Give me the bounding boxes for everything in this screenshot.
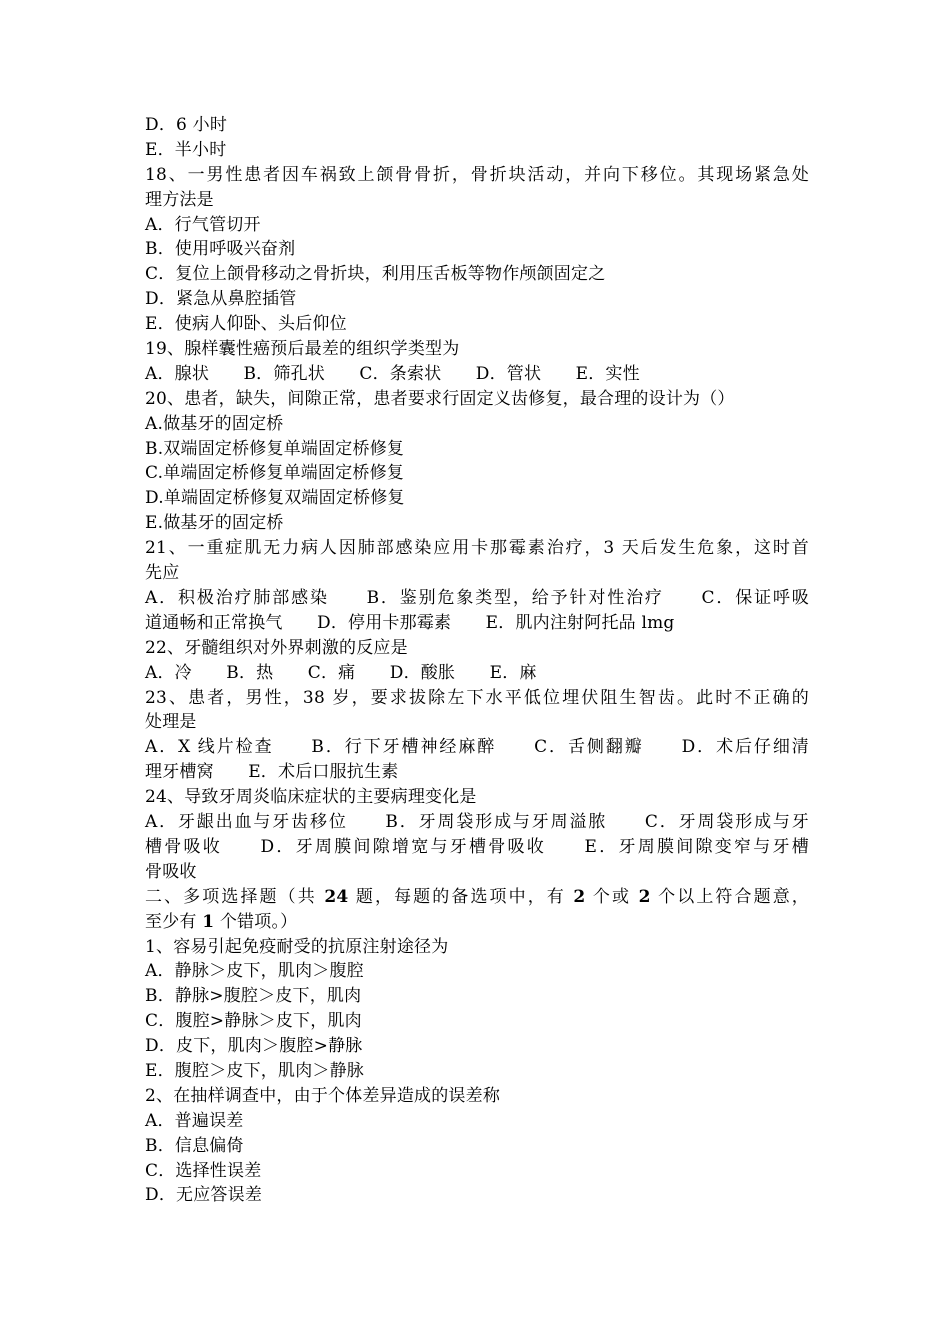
text-line: A．普遍误差 [145,1110,244,1131]
text-line: 1、容易引起免疫耐受的抗原注射途径为 [145,936,449,957]
text-line: E.做基牙的固定桥 [145,513,284,534]
text-line: A．牙龈出血与牙齿移位 B．牙周袋形成与牙周溢脓 C．牙周袋形成与牙 [145,812,809,833]
text-line: 22、牙髓组织对外界刺激的反应是 [145,637,408,658]
text-line: C．复位上颌骨移动之骨折块，利用压舌板等物作颅颌固定之 [145,264,606,285]
text-line: 理牙槽窝 E．术后口服抗生素 [145,762,399,783]
text-line: 处理是 [145,712,197,733]
text-line: C.单端固定桥修复单端固定桥修复 [145,463,405,484]
text-line: 道通畅和正常换气 D．停用卡那霉素 E．肌内注射阿托品 lmg [145,612,675,633]
text-line: A．行气管切开 [145,214,261,235]
question-block-single-choice [145,113,809,885]
text-line: 理方法是 [145,189,214,210]
text-line: E．腹腔＞皮下，肌肉＞静脉 [145,1060,365,1081]
text-line: 槽骨吸收 D．牙周膜间隙增宽与牙槽骨吸收 E．牙周膜间隙变窄与牙槽 [145,836,809,857]
document-page [145,113,809,1208]
text-line: A．X 线片检查 B．行下牙槽神经麻醉 C．舌侧翻瓣 D．术后仔细清 [145,737,809,758]
text-line: A．腺状 B．筛孔状 C．条索状 D．管状 E．实性 [145,363,640,384]
text-line: C．腹腔>静脉＞皮下，肌肉 [145,1011,362,1032]
text-line: 先应 [145,563,180,584]
text-line: E．半小时 [145,139,227,160]
text-line: A.做基牙的固定桥 [145,413,284,434]
text-line: B．信息偏倚 [145,1135,244,1156]
question-block-multiple-choice [145,935,809,1209]
text-line: C．选择性误差 [145,1160,262,1181]
text-line: 18、一男性患者因车祸致上颌骨骨折，骨折块活动，并向下移位。其现场紧急处 [145,164,809,185]
text-line: 23、患者，男性，38 岁，要求拔除左下水平低位埋伏阻生智齿。此时不正确的 [145,687,809,708]
text-line: 19、腺样囊性癌预后最差的组织学类型为 [145,339,460,360]
section-header-multiple-choice: 二、多项选择题（共 24 题，每题的备选项中，有 2 个或 2 个以上符合题意， [145,886,809,907]
section-header-multiple-choice-cont: 至少有 1 个错项。） [145,911,298,932]
text-line: D．紧急从鼻腔插管 [145,289,297,310]
text-line: B.双端固定桥修复单端固定桥修复 [145,438,405,459]
text-line: 2、在抽样调查中，由于个体差异造成的误差称 [145,1085,501,1106]
text-line: E．使病人仰卧、头后仰位 [145,314,347,335]
text-line: A．积极治疗肺部感染 B．鉴别危象类型，给予针对性治疗 C．保证呼吸 [145,587,809,608]
text-line: D．皮下，肌肉＞腹腔>静脉 [145,1036,363,1057]
text-line: 24、导致牙周炎临床症状的主要病理变化是 [145,787,477,808]
text-line: D．6 小时 [145,115,228,135]
text-line: B．静脉>腹腔＞皮下，肌肉 [145,986,362,1007]
text-line: 骨吸收 [145,861,197,882]
text-line: A．静脉＞皮下，肌肉＞腹腔 [145,961,364,982]
text-line: D.单端固定桥修复双端固定桥修复 [145,488,405,509]
text-line: 20、患者，缺失，间隙正常，患者要求行固定义齿修复，最合理的设计为（） [145,388,735,409]
text-line: 21、一重症肌无力病人因肺部感染应用卡那霉素治疗，3 天后发生危象，这时首 [145,538,809,559]
text-line: D．无应答误差 [145,1185,263,1206]
text-line: B．使用呼吸兴奋剂 [145,239,296,260]
text-line: A．冷 B．热 C．痛 D．酸胀 E．麻 [145,662,537,683]
